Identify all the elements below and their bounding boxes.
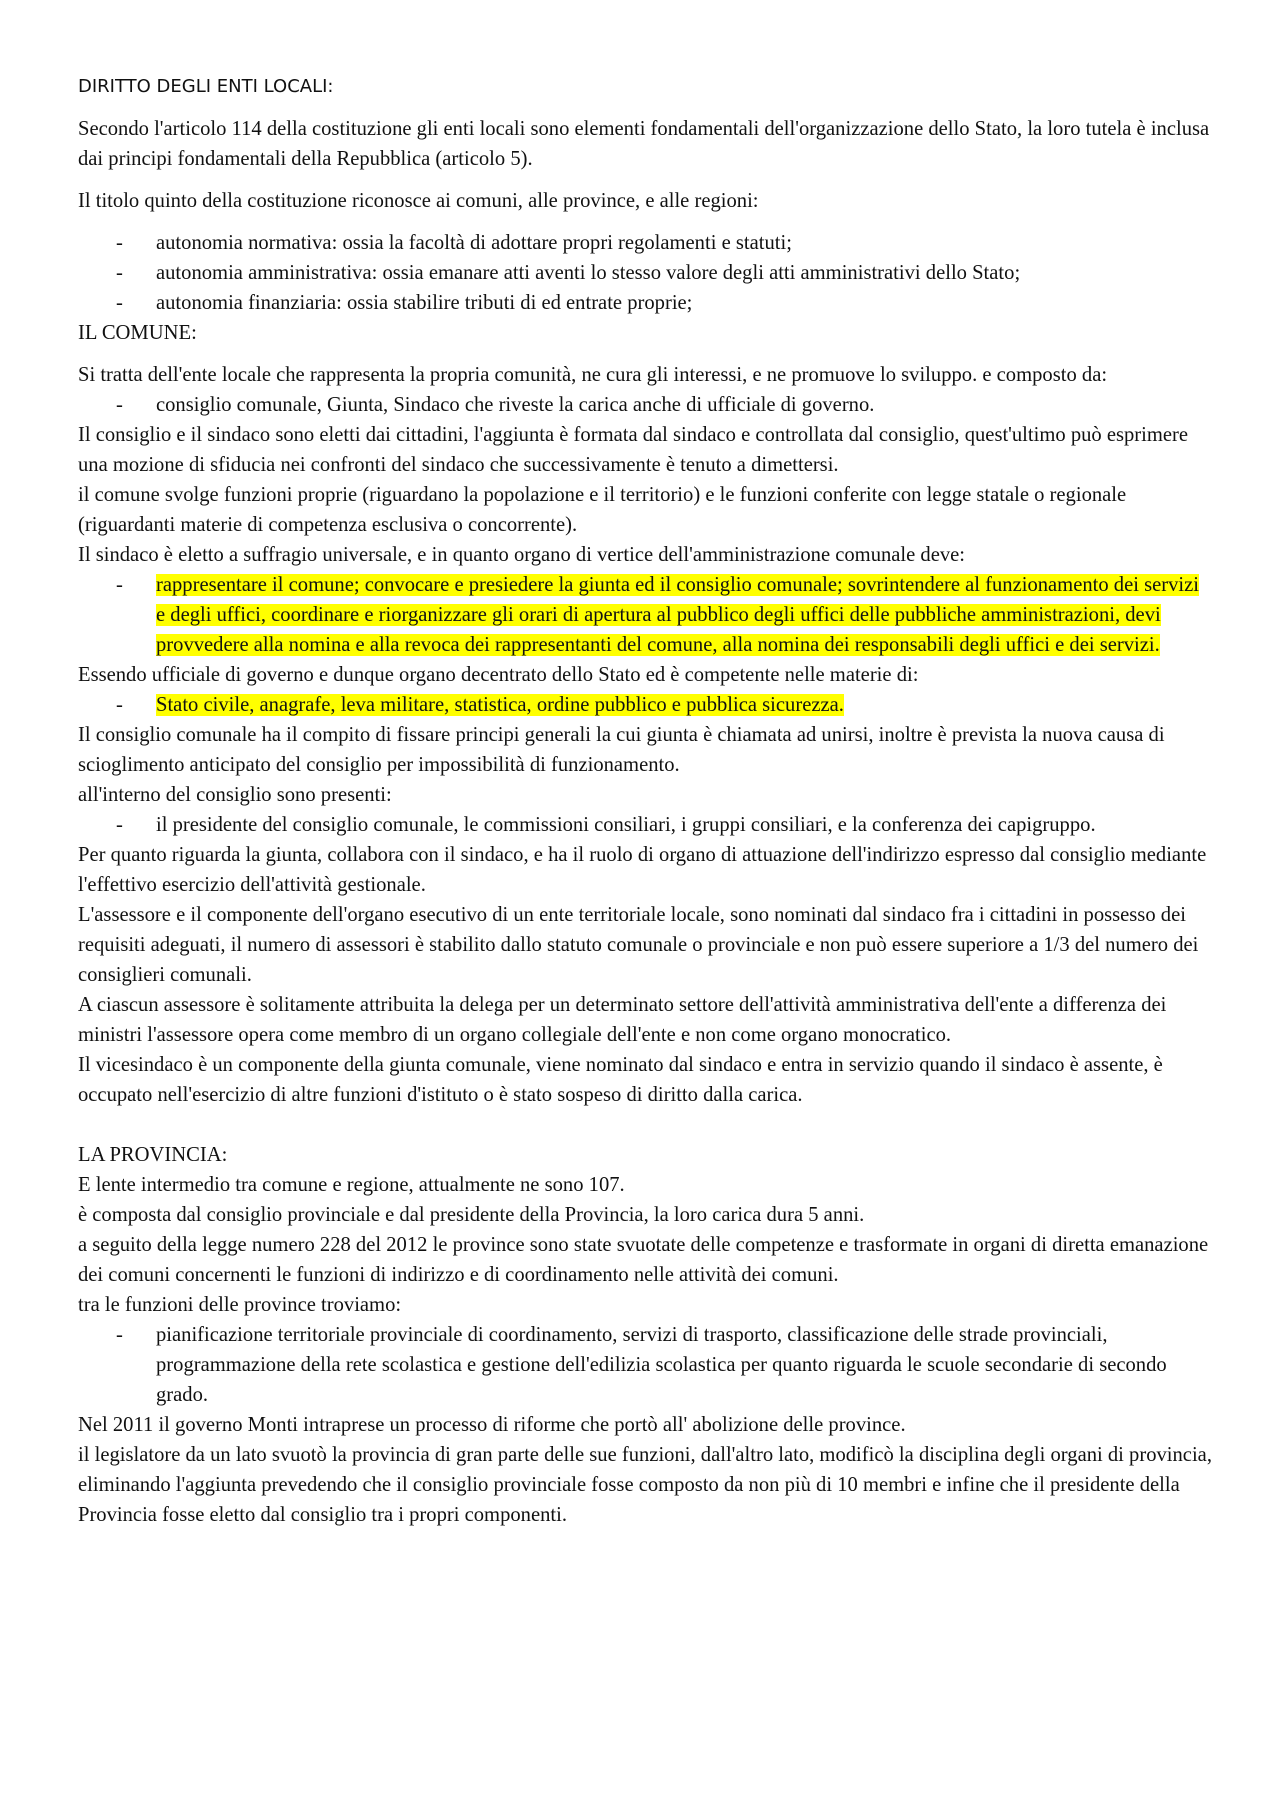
bullet-dash: - — [116, 394, 123, 416]
list-item — [78, 570, 1213, 660]
section-title-comune: IL COMUNE: — [78, 322, 197, 344]
provincia-list — [78, 1320, 1213, 1410]
comune-list-1 — [78, 390, 1213, 420]
comune-paragraph-9: L'assessore e il componente dell'organo esecutivo di un ente territoriale locale, sono nominati dal sindaco fra i cittadini in possesso dei requisiti adeguati, il numero di assessori è stabilito dallo statuto comunale o provinciale e non può essere superiore a 1/3 del numero dei consiglieri comunali. — [78, 904, 1199, 986]
comune-paragraph-5: Essendo ufficiale di governo e dunque organo decentrato dello Stato ed è competente nelle materie di: — [78, 664, 919, 686]
bullet-dash: - — [116, 292, 123, 314]
list-item-text: il presidente del consiglio comunale, le commissioni consiliari, i gruppi consiliari, e la conferenza dei capigruppo. — [156, 814, 1096, 836]
highlighted-text: rappresentare il comune; convocare e presiedere la giunta ed il consiglio comunale; sovrintendere al funzionamento dei servizi e degli uffici, coordinare e riorganizzare gli orari di apertura al pubblico degli uffici delle pubbliche amministrazioni, devi provvedere alla nomina e alla revoca dei rappresentanti del comune, alla nomina dei responsabili degli uffici e dei servizi. — [156, 574, 1200, 656]
provincia-paragraph-1: E lente intermedio tra comune e regione, attualmente ne sono 107. — [78, 1174, 625, 1196]
list-item — [78, 690, 1213, 720]
list-item — [78, 390, 1213, 420]
list-item-text: autonomia amministrativa: ossia emanare atti aventi lo stesso valore degli atti amministrativi dello Stato; — [156, 262, 1021, 284]
list-item-text: consiglio comunale, Giunta, Sindaco che riveste la carica anche di ufficiale di governo. — [156, 394, 875, 416]
provincia-paragraph-5: Nel 2011 il governo Monti intraprese un processo di riforme che portò all' abolizione delle province. — [78, 1414, 906, 1436]
bullet-dash: - — [116, 814, 123, 836]
list-item-text: autonomia finanziaria: ossia stabilire tributi di ed entrate proprie; — [156, 292, 693, 314]
comune-paragraph-10: A ciascun assessore è solitamente attribuita la delega per un determinato settore dell'attività amministrativa dell'ente a differenza dei ministri l'assessore opera come membro di un organo collegiale dell'ente e non come organo monocratico. — [78, 994, 1167, 1046]
list-item — [78, 258, 1213, 288]
comune-paragraph-11: Il vicesindaco è un componente della giunta comunale, viene nominato dal sindaco e entra in servizio quando il sindaco è assente, è occupato nell'esercizio di altre funzioni d'istituto o è stato sospeso di diritto dalla carica. — [78, 1054, 1163, 1106]
bullet-dash: - — [116, 574, 123, 596]
comune-list-2 — [78, 570, 1213, 660]
comune-paragraph-3: il comune svolge funzioni proprie (riguardano la popolazione e il territorio) e le funzioni conferite con legge statale o regionale (riguardanti materie di competenza esclusiva o concorrente). — [78, 484, 1127, 536]
bullet-dash: - — [116, 262, 123, 284]
list-item — [78, 288, 1213, 318]
autonomie-list — [78, 228, 1213, 318]
provincia-paragraph-2: è composta dal consiglio provinciale e dal presidente della Provincia, la loro carica dura 5 anni. — [78, 1204, 865, 1226]
section-title-provincia: LA PROVINCIA: — [78, 1144, 228, 1166]
bullet-dash: - — [116, 1324, 123, 1346]
comune-list-4 — [78, 810, 1213, 840]
list-item — [78, 228, 1213, 258]
bullet-dash: - — [116, 694, 123, 716]
provincia-paragraph-4: tra le funzioni delle province troviamo: — [78, 1294, 402, 1316]
document-title: DIRITTO DEGLI ENTI LOCALI: — [78, 76, 334, 97]
list-item — [78, 1320, 1213, 1410]
bullet-dash: - — [116, 232, 123, 254]
intro-paragraph-2: Il titolo quinto della costituzione riconosce ai comuni, alle province, e alle regioni: — [78, 190, 759, 212]
comune-paragraph-1: Si tratta dell'ente locale che rappresenta la propria comunità, ne cura gli interessi, e ne promuove lo sviluppo. e composto da: — [78, 364, 1108, 386]
list-item-text: pianificazione territoriale provinciale di coordinamento, servizi di trasporto, classificazione delle strade provinciali, programmazione della rete scolastica e gestione dell'edilizia scolastica per quanto riguarda le scuole secondarie di secondo grado. — [156, 1324, 1167, 1406]
document-page — [78, 72, 1213, 1530]
comune-paragraph-8: Per quanto riguarda la giunta, collabora con il sindaco, e ha il ruolo di organo di attuazione dell'indirizzo espresso dal consiglio mediante l'effettivo esercizio dell'attività gestionale. — [78, 844, 1207, 896]
comune-paragraph-2: Il consiglio e il sindaco sono eletti dai cittadini, l'aggiunta è formata dal sindaco e controllata dal consiglio, quest'ultimo può esprimere una mozione di sfiducia nei confronti del sindaco che successivamente è tenuto a dimettersi. — [78, 424, 1189, 476]
provincia-paragraph-6: il legislatore da un lato svuotò la provincia di gran parte delle sue funzioni, dall'altro lato, modificò la disciplina degli organi di provincia, eliminando l'aggiunta prevedendo che il consiglio provinciale fosse composto da non più di 10 membri e infine che il presidente della Provincia fosse eletto dal consiglio tra i propri componenti. — [78, 1444, 1212, 1526]
comune-paragraph-7: all'interno del consiglio sono presenti: — [78, 784, 392, 806]
comune-paragraph-6: Il consiglio comunale ha il compito di fissare principi generali la cui giunta è chiamata ad unirsi, inoltre è prevista la nuova causa di scioglimento anticipato del consiglio per impossibilità di funzionamento. — [78, 724, 1165, 776]
comune-paragraph-4: Il sindaco è eletto a suffragio universale, e in quanto organo di vertice dell'amministrazione comunale deve: — [78, 544, 966, 566]
list-item-text: autonomia normativa: ossia la facoltà di adottare propri regolamenti e statuti; — [156, 232, 792, 254]
comune-list-3 — [78, 690, 1213, 720]
highlighted-text: Stato civile, anagrafe, leva militare, statistica, ordine pubblico e pubblica sicurezza. — [156, 694, 844, 716]
blank-line — [78, 1110, 1213, 1140]
list-item — [78, 810, 1213, 840]
provincia-paragraph-3: a seguito della legge numero 228 del 2012 le province sono state svuotate delle competenze e trasformate in organi di diretta emanazione dei comuni concernenti le funzioni di indirizzo e di coordinamento nelle attività dei comuni. — [78, 1234, 1209, 1286]
intro-paragraph-1: Secondo l'articolo 114 della costituzione gli enti locali sono elementi fondamentali dell'organizzazione dello Stato, la loro tutela è inclusa dai principi fondamentali della Repubblica (articolo 5). — [78, 118, 1210, 170]
